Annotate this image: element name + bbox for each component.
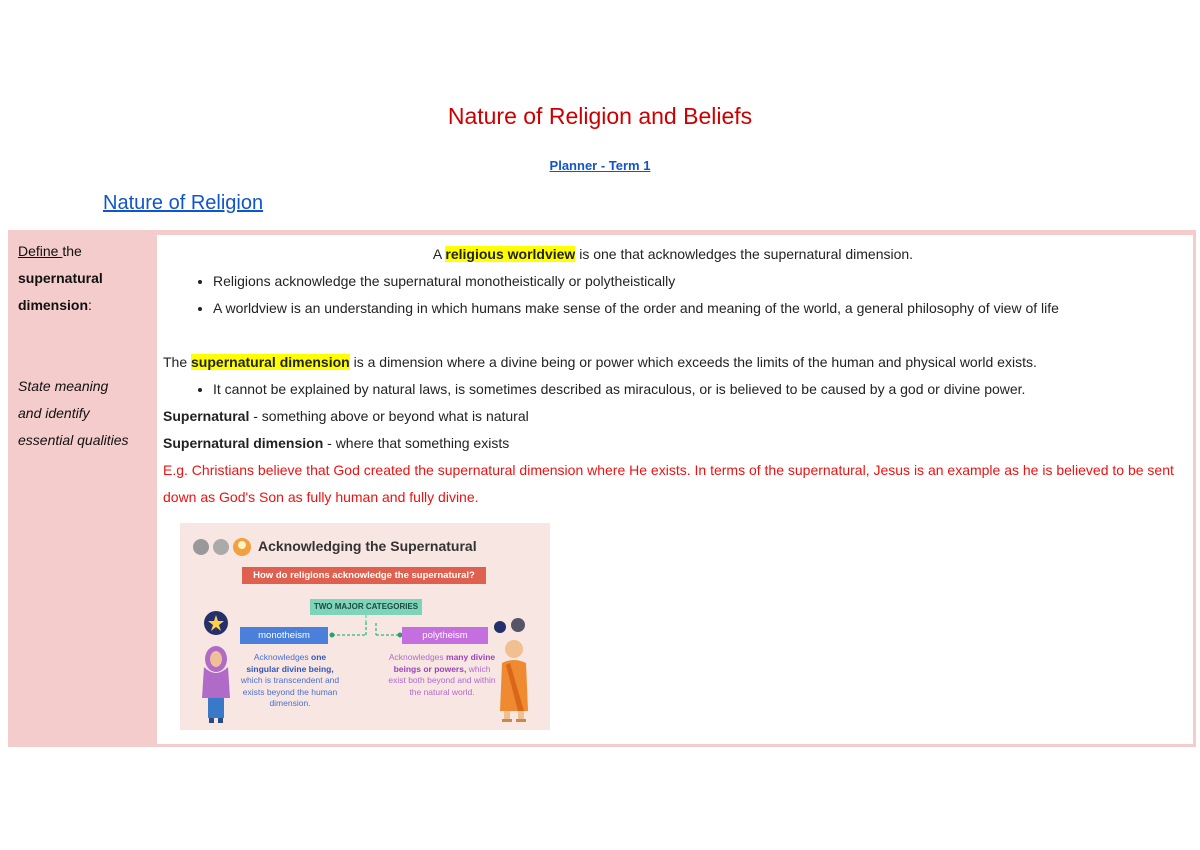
supernatural-infographic xyxy=(180,523,550,730)
define-line xyxy=(18,238,158,265)
poly-desc-2: which exist both beyond and within the natural world. xyxy=(388,663,496,697)
deity-icon xyxy=(494,621,506,633)
monotheism-badge: monotheism xyxy=(240,627,328,644)
p2-post: is a dimension where a divine being or power which exceeds the limits of the human and physical world exists. xyxy=(349,354,1037,370)
poly-desc-bold: many divine beings or powers, xyxy=(393,652,496,674)
def2-text: - where that something exists xyxy=(323,435,510,451)
term-line-1: supernatural xyxy=(18,270,103,286)
def1-term: Supernatural xyxy=(163,408,250,424)
monotheism-description xyxy=(238,652,342,710)
definition-supernatural xyxy=(163,403,1183,430)
planner-link[interactable]: Planner - Term 1 xyxy=(549,158,651,173)
supernatural-sentence xyxy=(163,349,1183,376)
def1-text: - something above or beyond what is natural xyxy=(249,408,529,424)
religious-worldview-highlight: religious worldview xyxy=(445,246,576,262)
religion-symbol-icon xyxy=(193,539,209,555)
infographic-title: Acknowledging the Supernatural xyxy=(258,538,477,554)
supernatural-bullets xyxy=(163,376,1183,403)
section-heading[interactable]: Nature of Religion xyxy=(103,192,264,214)
worldview-sentence xyxy=(163,241,1183,268)
mono-desc-bold: one singular divine being, xyxy=(246,652,334,674)
left-column xyxy=(18,238,158,454)
define-word: Define xyxy=(18,243,63,259)
right-content xyxy=(163,241,1183,511)
polytheism-description xyxy=(386,652,498,698)
list-item: • Religions acknowledge the supernatural monotheistically or polytheistically xyxy=(213,268,1183,295)
infographic-question: How do religions acknowledge the supernatural? xyxy=(242,567,486,584)
example-text: E.g. Christians believe that God created the supernatural dimension where He exists. In terms of the supernatural, Jesus is an example as he is believed to be sent down as God's Son as fully human and fully divine. xyxy=(163,462,1174,505)
page-title: Nature of Religion and Beliefs xyxy=(447,103,753,129)
woman-figure-illustration xyxy=(202,646,230,723)
infographic-illustrations xyxy=(180,523,550,730)
categories-badge: TWO MAJOR CATEGORIES xyxy=(310,599,422,615)
list-item: • It cannot be explained by natural laws, is sometimes described as miraculous, or is believed to be caused by a god or divine power. xyxy=(213,376,1183,403)
mono-desc-2: which is transcendent and exists beyond the human dimension. xyxy=(240,675,340,708)
term-line-2 xyxy=(18,292,158,319)
mono-desc-1: Acknowledges xyxy=(253,652,312,662)
instruction-2: and identify xyxy=(18,405,90,421)
polytheism-badge: polytheism xyxy=(402,627,488,644)
supernatural-dimension-highlight: supernatural dimension xyxy=(191,354,350,370)
worldview-bullets xyxy=(163,268,1183,322)
p1-post: is one that acknowledges the supernatural dimension. xyxy=(575,246,914,262)
deity-icon xyxy=(511,618,525,632)
p1-pre: A xyxy=(432,246,446,262)
term-line-2-text: dimension xyxy=(18,297,89,313)
p2-pre: The xyxy=(163,354,192,370)
religion-symbol-icon xyxy=(213,539,229,555)
instruction-3: essential qualities xyxy=(18,432,129,448)
instruction-1: State meaning xyxy=(18,378,109,394)
term-colon: : xyxy=(88,297,92,313)
poly-desc-1: Acknowledges xyxy=(388,652,447,662)
definition-supernatural-dimension xyxy=(163,430,1183,457)
monk-figure-illustration xyxy=(500,640,528,722)
list-item: • A worldview is an understanding in which humans make sense of the order and meaning of the world, a general philosophy of view of life xyxy=(213,295,1183,322)
def2-term: Supernatural dimension xyxy=(163,435,324,451)
define-rest: the xyxy=(62,243,82,259)
